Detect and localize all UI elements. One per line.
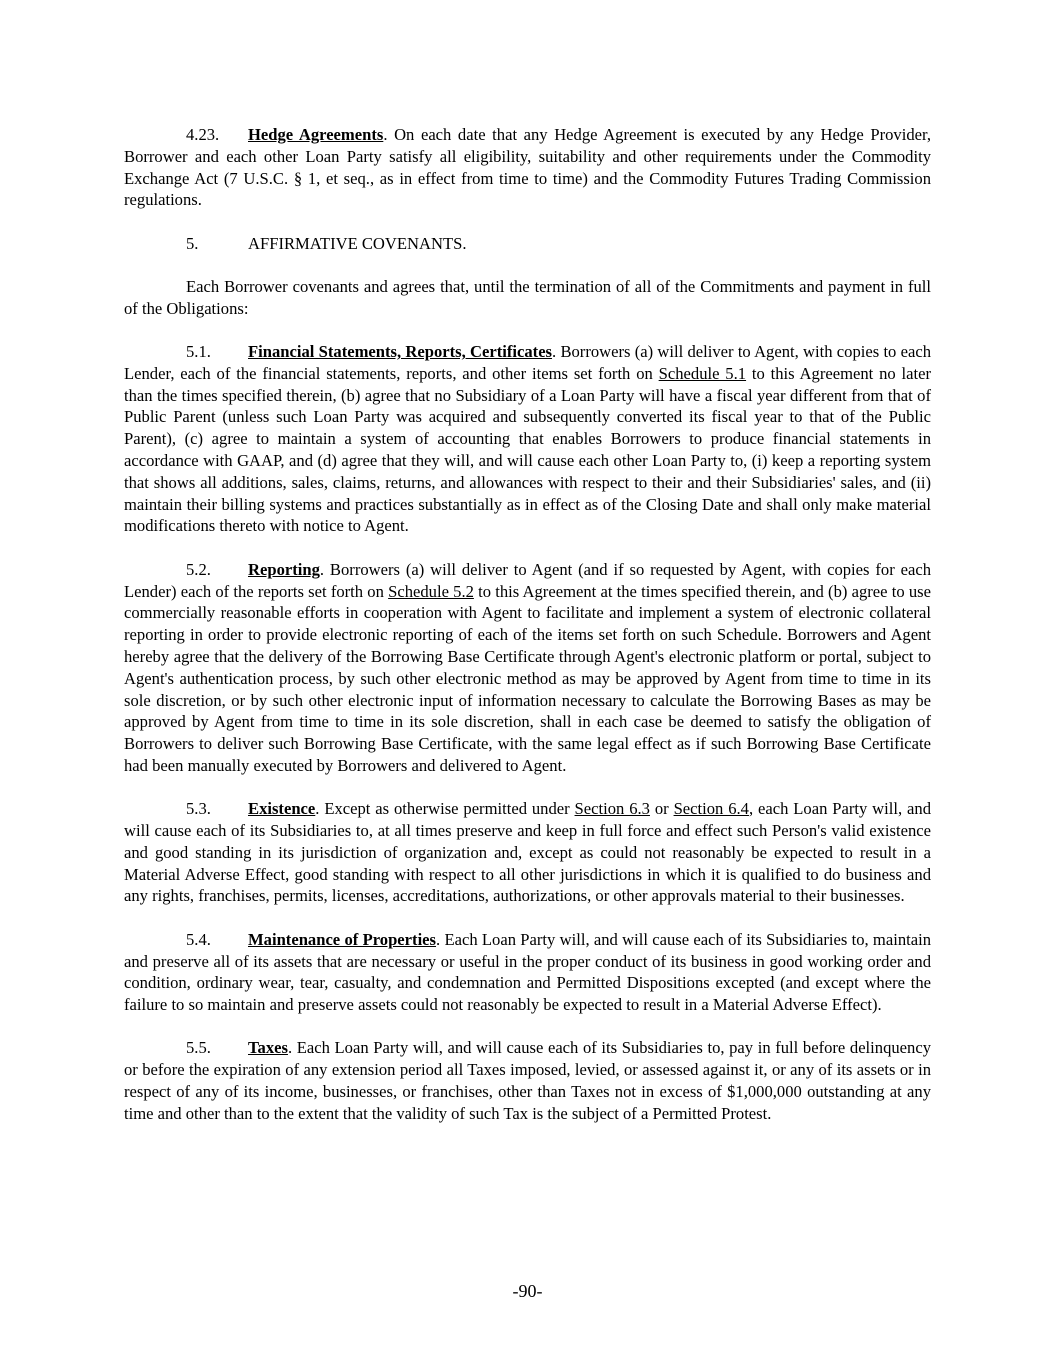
section-4-23 bbox=[124, 124, 931, 211]
schedule-reference: Schedule 5.2 bbox=[388, 581, 474, 601]
section-body: . On each date that any Hedge Agreement is executed by any Hedge Provider, Borrower and each other Loan Party satisfy all eligibility, suitability and other requirements under the Commodity Exchange Act (7 U.S.C. § 1, et seq., as in effect from time to time) and the Commodity Futures Trading Commission regulations. bbox=[124, 125, 932, 210]
article-5-intro: Each Borrower covenants and agrees that, until the termination of all of the Commitments and payment in full of the Obligations: bbox=[124, 276, 931, 318]
schedule-reference: Schedule 5.1 bbox=[658, 363, 747, 383]
section-body: , each Loan Party will, and will cause each of its Subsidiaries to, at all times preserve and keep in full force and effect such Person's valid existence and good standing in its jurisdiction of organization and, except as could not reasonably be expected to result in a Material Adverse Effect, good standing with respect to all other jurisdictions in which it is qualified to do business and any rights, franchises, permits, licenses, accreditations, authorizations, or other approvals material to their businesses. bbox=[124, 799, 931, 906]
article-title: AFFIRMATIVE COVENANTS. bbox=[248, 233, 467, 253]
section-title: Taxes bbox=[248, 1038, 288, 1058]
section-5-1 bbox=[124, 341, 931, 537]
article-5-heading bbox=[124, 233, 931, 255]
article-number: 5. bbox=[186, 233, 199, 253]
section-title: Existence bbox=[248, 799, 316, 819]
document-page bbox=[124, 124, 931, 1146]
section-5-3 bbox=[124, 798, 931, 907]
section-body: . Borrowers (a) will deliver to Agent, with copies to each Lender, each of the financial statements, reports, and other items set forth on bbox=[124, 342, 932, 383]
section-body: to this Agreement no later than the times specified therein, (b) agree that no Subsidiary of a Loan Party will have a fiscal year different from that of Public Parent (unless such Loan Party was acquired and subsequently converted its fiscal year to that of the Public Parent), (c) agree to maintain a system of accounting that enables Borrowers to produce financial statements in accordance with GAAP, and (d) agree that they will, and will cause each other Loan Party to, (i) keep a reporting system that shows all additions, sales, claims, returns, and allowances with respect to their and their Subsidiaries' sales, and (ii) maintain their billing systems and practices substantially as in effect as of the Closing Date and shall only make material modifications thereto with notice to Agent. bbox=[124, 363, 932, 536]
section-title: Maintenance of Properties bbox=[248, 929, 437, 949]
section-number: 5.4. bbox=[186, 929, 211, 949]
page-number: -90- bbox=[512, 1281, 543, 1301]
section-body: . Borrowers (a) will deliver to Agent (and if so requested by Agent, with copies for each Lender) each of the reports set forth on bbox=[124, 559, 931, 601]
section-title: Financial Statements, Reports, Certificates bbox=[248, 342, 553, 362]
section-body: . Except as otherwise permitted under bbox=[315, 799, 575, 819]
section-title: Reporting bbox=[248, 559, 320, 579]
section-reference: Section 6.4 bbox=[673, 799, 749, 819]
section-number: 5.2. bbox=[186, 559, 211, 579]
section-number: 5.1. bbox=[186, 342, 211, 362]
section-5-4 bbox=[124, 929, 931, 1016]
section-number: 4.23. bbox=[186, 125, 220, 144]
section-body: or bbox=[649, 799, 674, 819]
section-number: 5.5. bbox=[186, 1038, 211, 1058]
section-body: . Each Loan Party will, and will cause each of its Subsidiaries to, pay in full before delinquency or before the expiration of any extension period all Taxes imposed, levied, or assessed against it, or any of its assets or in respect of any of its income, businesses, or franchises, other than Taxes not in excess of $1,000,000 outstanding at any time and other than to the extent that the validity of such Tax is the subject of a Permitted Protest. bbox=[124, 1038, 931, 1123]
section-body: . Each Loan Party will, and will cause each of its Subsidiaries to, maintain and preserve all of its assets that are necessary or useful in the proper conduct of its business in good working order and condition, ordinary wear, tear, casualty, and condemnation and Permitted Dispositions excepted (and except where the failure to so maintain and preserve assets could not reasonably be expected to result in a Material Adverse Effect). bbox=[124, 929, 931, 1015]
section-number: 5.3. bbox=[186, 799, 211, 819]
section-reference: Section 6.3 bbox=[574, 799, 650, 819]
section-title: Hedge Agreements bbox=[248, 125, 384, 144]
section-5-2 bbox=[124, 559, 931, 777]
section-5-5 bbox=[124, 1037, 931, 1124]
section-body: to this Agreement at the times specified therein, and (b) agree to use commercially reasonable efforts in cooperation with Agent to facilitate and implement a system of electronic collateral reporting in order to provide electronic reporting of each of the items set forth on such Schedule. Borrowers and Agent hereby agree that the delivery of the Borrowing Base Certificate through Agent's electronic platform or portal, subject to Agent's authentication process, by such other electronic method as may be approved by Agent from time to time in its sole discretion, or by such other electronic input of information necessary to calculate the Borrowing Bases as may be approved by Agent from time to time in its sole discretion, shall in each case be deemed to satisfy the obligation of Borrowers to deliver such Borrowing Base Certificate, with the same legal effect as if such Borrowing Base Certificate had been manually executed by Borrowers and delivered to Agent. bbox=[124, 581, 931, 775]
